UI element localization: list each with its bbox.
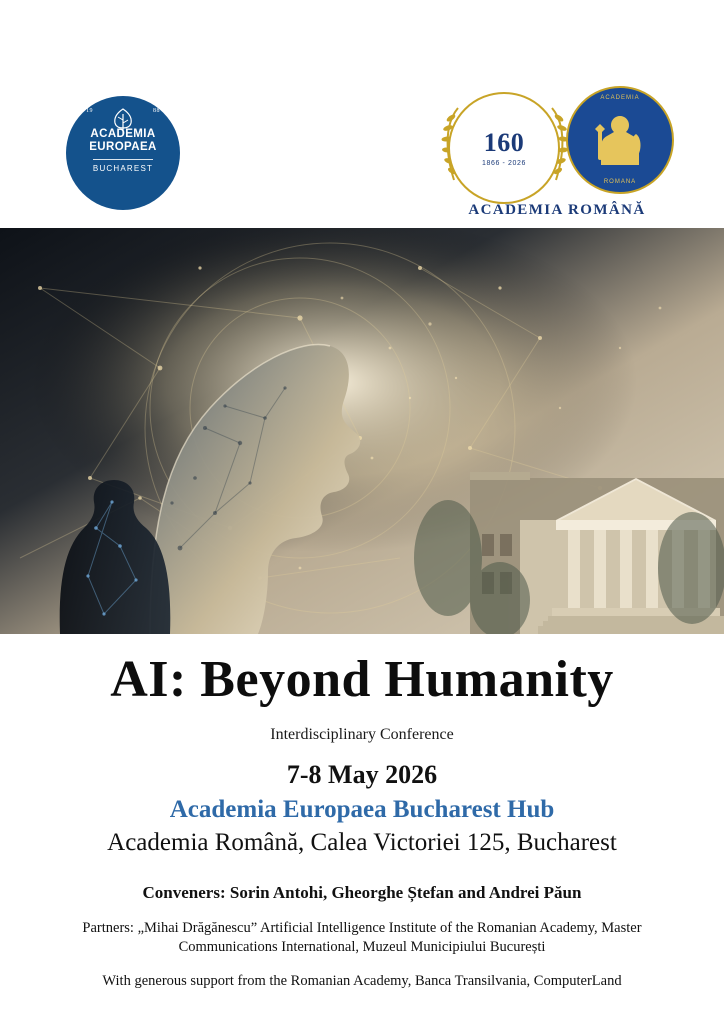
conveners-line: Conveners: Sorin Antohi, Gheorghe Ștefan and Andrei Păun [142,883,582,902]
seal-ring-text [568,88,672,192]
academia-europaea-hub: BUCHAREST [93,159,153,173]
academia-romana-seal [566,86,674,194]
event-subtitle: Interdisciplinary Conference [270,726,454,743]
founding-year: 19 88 [86,108,160,114]
anniversary-years: 1866 - 2026 [482,159,526,167]
partners-line-2: Communications International, Muzeul Municipiului București [178,939,546,955]
academia-europaea-name: ACADEMIA EUROPAEA [89,128,157,153]
support-line: With generous support from the Romanian Academy, Banca Transilvania, ComputerLand [102,973,622,989]
seal-bottom-text: ROMANA [603,179,637,185]
anniversary-number: 160 [483,127,525,157]
seal-top-text: ACADEMIA [600,95,640,101]
academia-romana-logo-group [444,86,674,222]
anniversary-badge [448,92,560,204]
venue-address: Academia Română, Calea Victoriei 125, Bucharest [107,829,617,856]
poster-header [0,0,724,228]
partners-block [24,919,700,957]
academia-romana-caption: ACADEMIA ROMÂNĂ [468,202,646,218]
event-dates: 7-8 May 2026 [286,760,438,789]
page-title: AI: Beyond Humanity [110,651,614,708]
hero-image [0,228,724,634]
partners-line-1: Partners: „Mihai Drăgănescu” Artificial Intelligence Institute of the Romanian Academy, Master [82,920,642,936]
academia-europaea-logo [66,96,180,210]
poster-content [0,634,724,1024]
hero-artwork [0,228,724,634]
organizer-name: Academia Europaea Bucharest Hub [169,796,555,823]
